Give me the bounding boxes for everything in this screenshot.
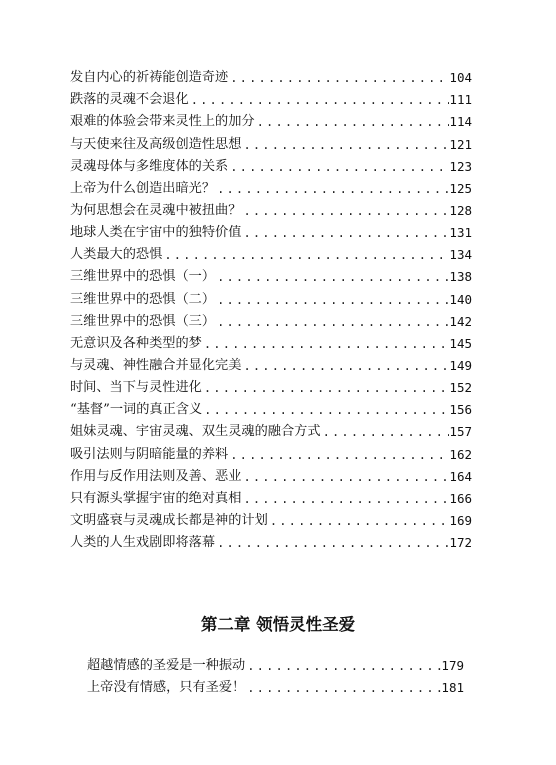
toc-entry[interactable] [70, 67, 472, 89]
dot-leader [255, 111, 450, 133]
toc-title: 人类的人生戏剧即将落幕 [70, 535, 216, 551]
toc-title: 与天使来往及高级创造性思想 [70, 136, 242, 152]
toc-page: 131 [449, 225, 472, 241]
toc-title: 地球人类在宇宙中的独特价值 [70, 225, 242, 241]
toc-title: 与灵魂、神性融合并显化完美 [70, 357, 242, 373]
toc-title: 灵魂母体与多维度体的关系 [70, 158, 229, 174]
toc-title: 三维世界中的恐惧（二） [70, 291, 216, 307]
toc-list [70, 67, 472, 554]
toc-entry[interactable] [70, 111, 472, 133]
toc-title: 上帝为什么创造出暗光？ [70, 180, 216, 196]
toc-page: 111 [449, 92, 472, 108]
toc-entry[interactable] [70, 200, 472, 222]
toc-page: 166 [449, 490, 472, 506]
dot-leader [202, 377, 450, 399]
toc-title: 时间、当下与灵性进化 [70, 380, 202, 396]
toc-title: 超越情感的圣爱是一种振动 [87, 658, 246, 674]
dot-leader [241, 466, 449, 488]
toc-page: 123 [449, 158, 472, 174]
toc-entry[interactable] [70, 399, 472, 421]
dot-leader [215, 266, 449, 288]
toc-page: 140 [449, 291, 472, 307]
dot-leader [215, 289, 449, 311]
toc-page: 181 [441, 680, 464, 696]
toc-title: 无意识及各种类型的梦 [70, 335, 202, 351]
toc-entry[interactable] [87, 677, 464, 699]
toc-entry[interactable] [70, 266, 472, 288]
toc-entry[interactable] [70, 133, 472, 155]
toc-title: 姐妹灵魂、宇宙灵魂、双生灵魂的融合方式 [70, 424, 321, 440]
dot-leader [241, 222, 449, 244]
toc-page: 142 [449, 313, 472, 329]
toc-page: 134 [449, 247, 472, 263]
toc-page: 152 [449, 380, 472, 396]
toc-entry[interactable] [70, 466, 472, 488]
toc-title: 只有源头掌握宇宙的绝对真相 [70, 490, 242, 506]
toc-page: 156 [449, 402, 472, 418]
toc-title: 吸引法则与阴暗能量的养料 [70, 446, 229, 462]
dot-leader [241, 488, 449, 510]
toc-entry[interactable] [70, 510, 472, 532]
toc-entry[interactable] [70, 377, 472, 399]
toc-entry[interactable] [70, 532, 472, 554]
dot-leader [228, 67, 449, 89]
toc-entry[interactable] [70, 333, 472, 355]
toc-entry[interactable] [70, 355, 472, 377]
toc-entry[interactable] [70, 156, 472, 178]
toc-title: 文明盛衰与灵魂成长都是神的计划 [70, 512, 268, 528]
dot-leader [215, 311, 449, 333]
toc-page: 128 [449, 202, 472, 218]
toc-title: 上帝没有情感，只有圣爱！ [87, 680, 246, 696]
toc-entry[interactable] [70, 89, 472, 111]
toc-title: “基督”一词的真正含义 [70, 402, 203, 418]
toc-title: 三维世界中的恐惧（一） [70, 269, 216, 285]
dot-leader [241, 134, 449, 156]
dot-leader [215, 532, 449, 554]
dot-leader [321, 421, 450, 443]
dot-leader [202, 399, 449, 421]
toc-page: 172 [449, 535, 472, 551]
toc-page: 104 [449, 70, 472, 86]
toc-entry[interactable] [70, 244, 472, 266]
toc-entry[interactable] [70, 178, 472, 200]
toc-page: 162 [449, 446, 472, 462]
toc-entry[interactable] [87, 655, 464, 677]
dot-leader [202, 333, 450, 355]
toc-page: 149 [449, 357, 472, 373]
toc-title: 三维世界中的恐惧（三） [70, 313, 216, 329]
dot-leader [162, 244, 449, 266]
toc-entry[interactable] [70, 443, 472, 465]
toc-page: 138 [449, 269, 472, 285]
toc-page: 121 [449, 136, 472, 152]
toc-title: 艰难的体验会带来灵性上的加分 [70, 114, 255, 130]
toc-title: 跌落的灵魂不会退化 [70, 92, 189, 108]
toc-entry[interactable] [70, 222, 472, 244]
dot-leader [245, 655, 441, 677]
dot-leader [189, 89, 450, 111]
toc-page: 145 [449, 335, 472, 351]
dot-leader [268, 510, 450, 532]
dot-leader [215, 178, 449, 200]
toc-entry[interactable] [70, 488, 472, 510]
toc-entry[interactable] [70, 311, 472, 333]
toc-entry[interactable] [70, 288, 472, 310]
dot-leader [245, 677, 441, 699]
toc-page: 157 [449, 424, 472, 440]
toc-title: 发自内心的祈祷能创造奇迹 [70, 70, 229, 86]
toc-page: 169 [449, 512, 472, 528]
toc-title: 人类最大的恐惧 [70, 247, 163, 263]
dot-leader [228, 444, 449, 466]
dot-leader [241, 200, 449, 222]
toc-page: 114 [449, 114, 472, 130]
toc-title: 作用与反作用法则及善、恶业 [70, 468, 242, 484]
chapter-heading: 第二章 领悟灵性圣爱 [200, 615, 356, 634]
dot-leader [241, 355, 449, 377]
toc-title: 为何思想会在灵魂中被扭曲？ [70, 202, 242, 218]
toc-entry[interactable] [70, 421, 472, 443]
toc-page: 125 [449, 180, 472, 196]
toc-page: 164 [449, 468, 472, 484]
toc-page: 179 [441, 658, 464, 674]
dot-leader [228, 156, 449, 178]
toc-list-chapter2 [87, 655, 464, 699]
